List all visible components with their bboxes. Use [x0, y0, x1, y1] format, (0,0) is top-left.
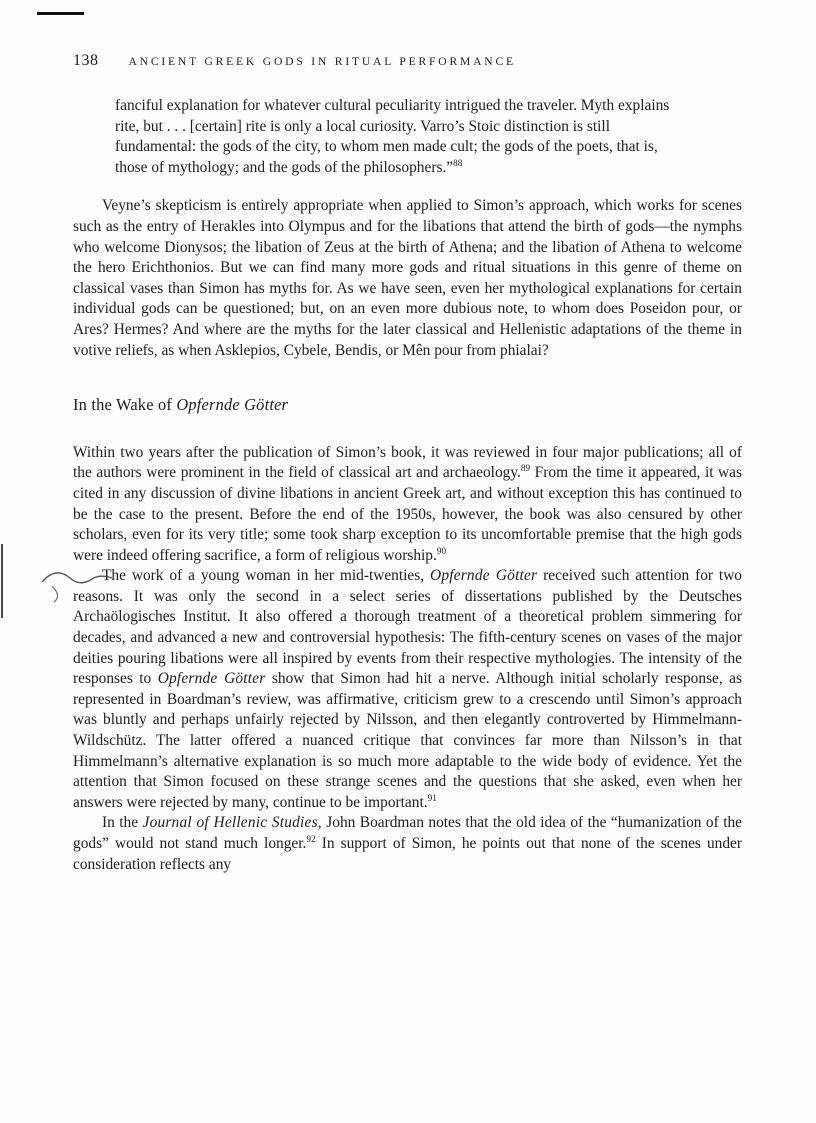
paragraph-text: Veyne’s skepticism is entirely appropriate when applied to Simon’s approach, which works for scenes such as the entry of Herakles into Olympus and for the libations that attend the birth of gods—the nymphs who welcome Dionysos; the libation of Zeus at the birth of Athena; and the libation of Athena to welcome the hero Erichthonios. But we can find many more gods and ritual situations in this genre of theme on classical vases than Simon has myths for. As we have seen, even her mythological explanations for certain individual gods can be questioned; but, on an even more dubious note, to whom does Poseidon pour, or Ares? Hermes? And where are the myths for the later classical and Hellenistic adaptations of the theme in votive reliefs, as when Asklepios, Cybele, Bendis, or Mên pour from phialai? — [73, 197, 742, 359]
paragraph-work-of-young-woman — [73, 566, 742, 813]
section-heading-book-title: Opfernde Götter — [176, 395, 289, 415]
footnote-ref-88: 88 — [453, 157, 463, 168]
running-title: ANCIENT GREEK GODS IN RITUAL PERFORMANCE — [128, 55, 516, 68]
paragraph-text: John Boardman notes that the old idea of the “humanization of the gods” would not stand much longer. — [73, 814, 742, 852]
paragraph-text: received such attention for two reasons. It was only the second in a select series of dissertations published by the Deutsches Archaölogisches Institut. It also offered a thorough treatment of a theoretical problem simmering for decades, and advanced a new and controversial hypothesis: The fifth-century scenes on vases of the major deities pouring libations were all inspired by events from their respective mythologies. The intensity of the responses to — [73, 567, 743, 688]
page-edge-scan-line — [1, 544, 3, 618]
paragraph-text: From the time it appeared, it was cited in any discussion of divine libations in ancient Greek art, and without exception this has continued to be the case to the present. Before the end of the 1950s, however, the book was also censured by other scholars, even for its very title; some took sharp exception to its uncomfortable premise that the high gods were indeed offering sacrifice, a form of religious worship. — [73, 464, 742, 564]
paragraph-veyne-skepticism — [73, 196, 742, 361]
running-header — [73, 52, 742, 70]
journal-title-italic: Journal of Hellenic Studies, — [142, 814, 322, 832]
footnote-ref-90: 90 — [436, 545, 447, 556]
margin-mark-top — [37, 12, 84, 15]
paragraph-within-two-years — [73, 443, 742, 567]
quote-text: fanciful explanation for whatever cultural peculiarity intrigued the traveler. Myth explains rite, but . . . [certain] rite is only a local curiosity. Varro’s Stoic distinction is still fundamental: the gods of the city, to whom men made cult; the gods of the poets, that is, those of mythology; and the gods of the philosophers.” — [115, 97, 670, 176]
paragraph-journal-hellenic-studies — [73, 813, 742, 875]
page-number: 138 — [73, 52, 99, 69]
paragraph-text: Within two years after the publication of Simon’s book, it was reviewed in four major publications; all of the authors were prominent in the field of classical art and archaeology. — [73, 443, 742, 482]
paragraph-text: In support of Simon, he points out that none of the scenes under consideration reflects any — [73, 835, 742, 873]
footnote-ref-89: 89 — [520, 463, 531, 474]
paragraph-text: The work of a young woman in her mid-twenties, — [102, 567, 431, 585]
section-heading — [73, 395, 742, 416]
block-quote — [115, 96, 687, 178]
book-title-italic: Opfernde Götter — [430, 567, 538, 585]
footnote-ref-91: 91 — [427, 792, 437, 803]
paragraph-text: show that Simon had hit a nerve. Although initial scholarly response, as represented in Boardman’s review, was affirmative, criticism grew to a crescendo until Simon’s approach was bluntly and perhaps unfairly rejected by Nilsson, and then elegantly controverted by Himmelmann-Wildschütz. The latter offered a nuanced critique that convinces far more than Nilsson’s in that Himmelmann’s alternative explanation is so much more adaptable to the wide body of evidence. Yet the attention that Simon focused on these strange scenes and the questions that she asked, even when her answers were rejected by many, continue to be important. — [73, 670, 742, 811]
paragraph-text: In the — [102, 814, 143, 832]
text-block — [73, 96, 742, 875]
section-heading-text: In the Wake of — [73, 395, 177, 415]
footnote-ref-92: 92 — [306, 833, 316, 844]
book-title-italic: Opfernde Götter — [157, 670, 266, 688]
